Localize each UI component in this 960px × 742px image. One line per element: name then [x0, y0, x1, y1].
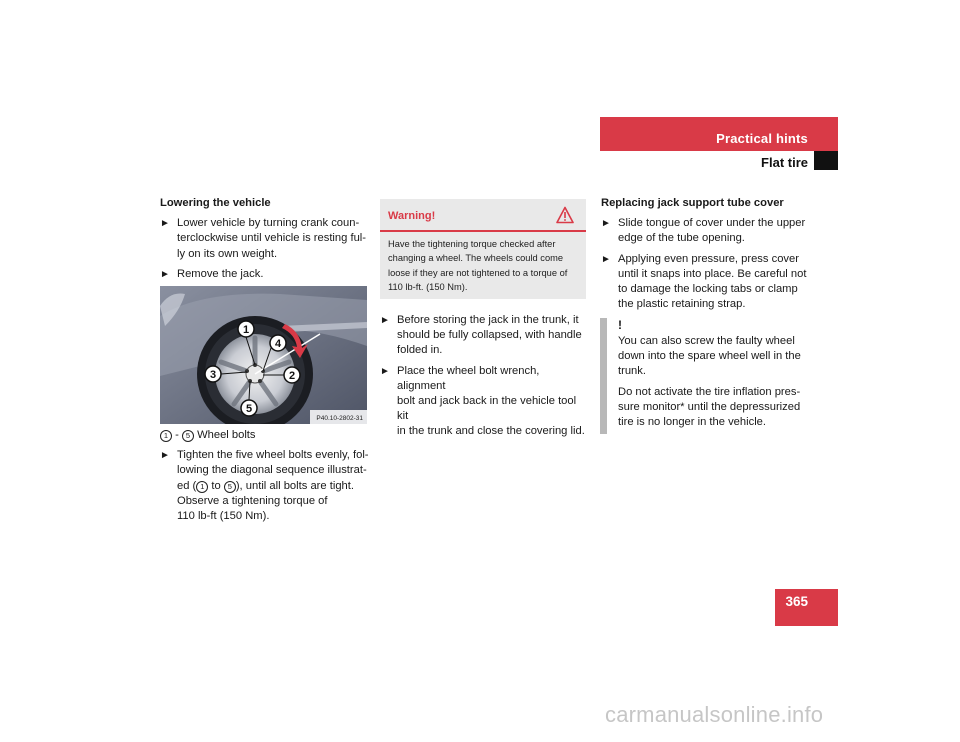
inline-number-5: 5: [224, 481, 236, 493]
svg-text:4: 4: [274, 338, 282, 350]
svg-text:2: 2: [288, 370, 296, 382]
note-paragraph: You can also screw the faulty wheel down into the spare wheel well in the trunk.: [618, 335, 801, 378]
caption-number-end: 5: [182, 430, 194, 442]
step-slide-tongue: ► Slide tongue of cover under the upper edge of the tube opening.: [601, 217, 806, 245]
right-column: [601, 196, 816, 312]
note-text: [618, 334, 818, 430]
note-paragraph: Do not activate the tire inflation pres- sure monitor* until the depressurized tire is no longer in the vehicle.: [618, 385, 801, 429]
bullet-arrow-icon: ►: [601, 218, 611, 230]
callout-1: [238, 321, 254, 337]
bullet-arrow-icon: ►: [160, 268, 170, 280]
header-marker: [814, 151, 838, 170]
caption-separator: -: [175, 429, 179, 441]
callout-2: [284, 367, 300, 383]
callout-4: [270, 335, 286, 351]
figure-caption: [160, 428, 370, 443]
step-lower-vehicle: ► Lower vehicle by turning crank coun- terclockwise until vehicle is resting ful- ly on its own weight.: [160, 217, 367, 260]
step-remove-jack: ► Remove the jack.: [160, 267, 370, 282]
step-press-cover: ► Applying even pressure, press cover until it snaps into place. Be careful not to damage the locking tabs or clamp the plastic retaining strap.: [601, 252, 807, 311]
warning-box: [380, 199, 586, 299]
bullet-arrow-icon: ►: [380, 365, 390, 377]
left-column: [160, 196, 370, 282]
warning-text: Have the tightening torque checked after changing a wheel. The wheels could come loose if they are not tightened to a torque of 110 lb-ft. (150 Nm).: [388, 239, 568, 293]
subsection-title: Flat tire: [761, 155, 808, 170]
left-column-lower: [160, 428, 370, 524]
lowering-heading: Lowering the vehicle: [160, 197, 271, 209]
step-tighten-bolts: ► Tighten the five wheel bolts evenly, fol- lowing the diagonal sequence illustrat- ed ( 1 to 5 ), until all bolts are tight. Observe a tightening torque of 110 lb-ft (150 Nm).: [160, 449, 369, 523]
bullet-arrow-icon: ►: [160, 218, 170, 230]
figure-code: P40.10-2802-31: [316, 415, 363, 422]
callout-3: [205, 366, 221, 382]
jack-cover-heading: Replacing jack support tube cover: [601, 197, 784, 209]
callout-5: [241, 400, 257, 416]
bullet-arrow-icon: ►: [160, 450, 170, 462]
warning-rule: [380, 230, 586, 232]
page-number: 365: [785, 594, 808, 609]
bullet-arrow-icon: ►: [380, 315, 390, 326]
svg-text:1: 1: [242, 324, 250, 336]
bullet-arrow-icon: ►: [601, 253, 611, 265]
watermark: carmanualsonline.info: [605, 702, 824, 727]
caption-number-start: 1: [160, 430, 172, 442]
note-bar: [600, 318, 607, 434]
inline-number-1: 1: [196, 481, 208, 493]
warning-triangle-icon: [556, 206, 574, 224]
svg-text:5: 5: [245, 403, 253, 415]
svg-text:3: 3: [209, 369, 217, 381]
caption-text: Wheel bolts: [197, 429, 256, 441]
step-place-tools: ► Place the wheel bolt wrench, alignment bolt and jack back in the vehicle tool kit in the trunk and close the covering lid.: [380, 364, 585, 438]
wheel-illustration: [160, 286, 367, 424]
wheel-bolts-figure: [160, 286, 367, 424]
warning-title: Warning!: [388, 210, 436, 222]
note-exclamation-icon: !: [618, 318, 622, 332]
section-title: Practical hints: [716, 131, 808, 146]
step-store-jack: ► Before storing the jack in the trunk, it should be fully collapsed, with handle folded in.: [380, 314, 582, 357]
middle-column: [380, 313, 590, 440]
